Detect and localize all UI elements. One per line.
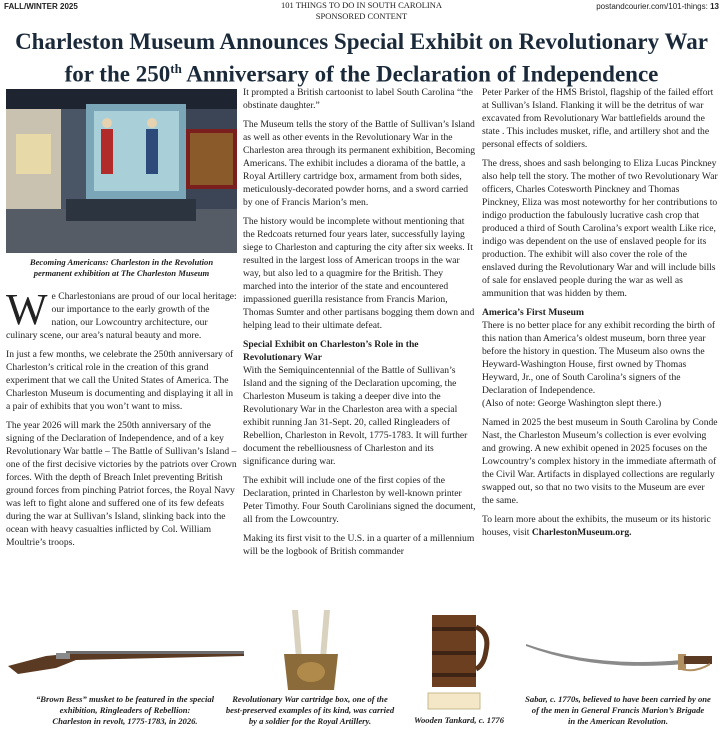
museum-link[interactable]: CharlestonMuseum.org. <box>531 527 632 538</box>
paragraph: There is no better place for any exhibit recording the birth of this nation than America’s oldest museum, born three year before the history in question. The Museum also owns the Heyward-Washington House, first owned by Thomas Heyward, Jr., one of South Carolina’s signers of the Declaration of Independence. <box>482 320 716 396</box>
paragraph: Making its first visit to the U.S. in a quarter of a millennium will be the logbook of British commander <box>243 533 475 557</box>
saber-caption <box>518 694 718 727</box>
saber-caption-line: of the men in General Francis Marion’s Brigade <box>531 705 705 715</box>
exhibit-photo-illustration <box>6 89 237 253</box>
musket-caption-line: “Brown Bess” musket to be featured in the special <box>35 694 215 704</box>
headline-line1: Charleston Museum Announces Special Exhibit on Revolutionary War <box>15 29 708 54</box>
subhead: Special Exhibit on Charleston’s Role in the Revolutionary War <box>243 339 419 363</box>
column-3 <box>482 86 718 545</box>
saber-caption-line: Sabar, c. 1770s, believed to have been carried by one <box>525 694 711 704</box>
page-number: 13 <box>710 2 719 11</box>
exhibit-photo <box>6 89 237 253</box>
paragraph: The history would be incomplete without mentioning that the Redcoats returned four years later, successfully laying siege to Charleston and capturing the city after six weeks. It resulted in the largest loss of American troops in the war way, but also led to a quagmire for the British. They marched into the interior of the state and encountered impassioned guerilla resistance from Francis Marion, Thomas Sumter and other partisans bogging them down and helping lead to their ultimate defeat. <box>243 216 475 331</box>
column-2 <box>243 86 476 564</box>
paragraph: The dress, shoes and sash belonging to Eliza Lucas Pinckney also help tell the story. The mother of two Revolutionary War officers, Charles Cotesworth Pinckney and Thomas Pinckney, Eliza was most noteworthy for her contributions to indigo production the fabulously lucrative cash crop that produced a third of South Carolina’s export wealth Like rice, indigo was dependent on the use of enslaved people for its production. The exhibit will also cover the role of the enslaved during the Revolutionary War and will include bills of sale for enslaved people during the war as well as ammunition that was hidden by them. <box>482 158 718 299</box>
paragraph: It prompted a British cartoonist to label South Carolina “the obstinate daughter.” <box>243 87 473 111</box>
paragraph-text: e Charlestonians are proud of our local heritage: our importance to the early growth of the nation, our Lowcountry architecture, our culinary scene, our area’s natural beauty and more. <box>6 291 237 341</box>
issue-label: FALL/WINTER 2025 <box>4 2 78 11</box>
musket-caption-line: exhibition, Ringleaders of Rebellion: <box>59 705 191 715</box>
paragraph: The exhibit will include one of the first copies of the Declaration, printed in Charleston by well-known printer Peter Timothy. Four South Carolinians signed the document, all from the Lowcountry. <box>243 475 476 525</box>
musket-caption <box>6 694 244 727</box>
headline-line2 <box>0 55 723 88</box>
page-header <box>0 0 723 26</box>
photo-caption-line1: Becoming Americans: Charleston in the Revolution <box>29 257 214 267</box>
paragraph-text: To learn more about the exhibits, the museum or its historic houses, visit <box>482 514 711 538</box>
saber-caption-line: in the American Revolution. <box>568 716 668 726</box>
paragraph: Named in 2025 the best museum in South Carolina by Conde Nast, the Charleston Museum’s collection is ever evolving and growing. A new exhibit opened in 2025 focuses on the Lowcountry’s complex history in the immediate aftermath of the Civil War. Artifacts in displayed collections are regularly swapped out, so that no two visits to the Museum are ever the same. <box>482 417 718 506</box>
paragraph <box>6 285 237 342</box>
photo-caption <box>6 257 237 279</box>
subhead: America’s First Museum <box>482 307 584 318</box>
musket-image <box>6 638 244 678</box>
saber-image <box>524 640 714 676</box>
paragraph: The Museum tells the story of the Battle of Sullivan’s Island as well as other events in the Revolutionary War in the Charleston area through its permanent exhibition, Becoming Americans. The exhibit includes a diorama of the battle, a Royal Artillery cartridge box, armament from both sides, meticulously-decorated powder horns, and a sword carried by one of Francis Marion’s men. <box>243 119 476 208</box>
photo-caption-line2: permanent exhibition at The Charleston Museum <box>33 268 210 278</box>
column-1 <box>6 285 237 555</box>
headline <box>0 28 723 88</box>
paragraph <box>482 513 718 539</box>
paragraph: In just a few months, we celebrate the 250th anniversary of Charleston’s critical role in the creation of this grand experiment that we call the United States of America. The Charleston Museum is documenting and displaying it all in a pair of exhibits that you won’t want to miss. <box>6 349 234 412</box>
musket-caption-line: Charleston in revolt, 1775-1783, in 2026. <box>52 716 198 726</box>
paragraph: (Also of note: George Washington slept there.) <box>482 398 662 409</box>
paragraph: The year 2026 will mark the 250th anniversary of the signing of the Declaration of Independence, and of a key Revolutionary War battle – The Battle of Sullivan’s Island – one of the first decisive victories by the patriots over Crown forces. With the depth of Breach Inlet preventing British ground forces from pinching Patriot forces, the Royal Navy was left to fight alone and suffered one of its few defeats during the war at Sullivan’s Island, slinking back into the ocean with heavy casualties inflicted by Col. William Moultrie’s troops. <box>6 420 237 548</box>
cartridge-box-caption <box>218 694 402 727</box>
headline-pre: for the 250 <box>64 61 171 87</box>
cartridge-caption-line: Revolutionary War cartridge box, one of the <box>232 694 388 704</box>
page-url <box>596 2 719 11</box>
cartridge-box-image <box>278 610 344 692</box>
tankard-caption: Wooden Tankard, c. 1776 <box>413 715 504 725</box>
headline-sup: th <box>170 61 182 76</box>
sponsored-label: SPONSORED CONTENT <box>315 11 408 21</box>
drop-cap: W <box>6 285 48 334</box>
section-title: 101 THINGS TO DO IN SOUTH CAROLINA <box>280 0 443 10</box>
tankard-image <box>424 613 494 711</box>
cartridge-caption-line: best-preserved examples of its kind, was carried <box>225 705 395 715</box>
paragraph: Peter Parker of the HMS Bristol, flagship of the failed effort at Sullivan’s Island. Flanking it will be the detritus of war excavated from Revolutionary War battlefields around the state . This includes musket, rifle, and artillery shot and the personal effects of soldiers. <box>482 87 714 150</box>
site-url[interactable]: postandcourier.com/101-things: <box>596 2 708 11</box>
paragraph: With the Semiquincentennial of the Battle of Sullivan’s Island and the signing of the Declaration upcoming, the Charleston Museum is taking a deeper dive into the Revolutionary War in the Charleston area with a special exhibit running Jan 31-Sept. 20, called Ringleaders of Rebellion, Charleston in Revolt, 1775-1783. It will further document the rebelliousness of Charleston and its significance during war. <box>243 365 468 467</box>
cartridge-caption-line: by a soldier for the Royal Artillery. <box>248 716 372 726</box>
headline-post: Anniversary of the Declaration of Independence <box>181 61 659 87</box>
